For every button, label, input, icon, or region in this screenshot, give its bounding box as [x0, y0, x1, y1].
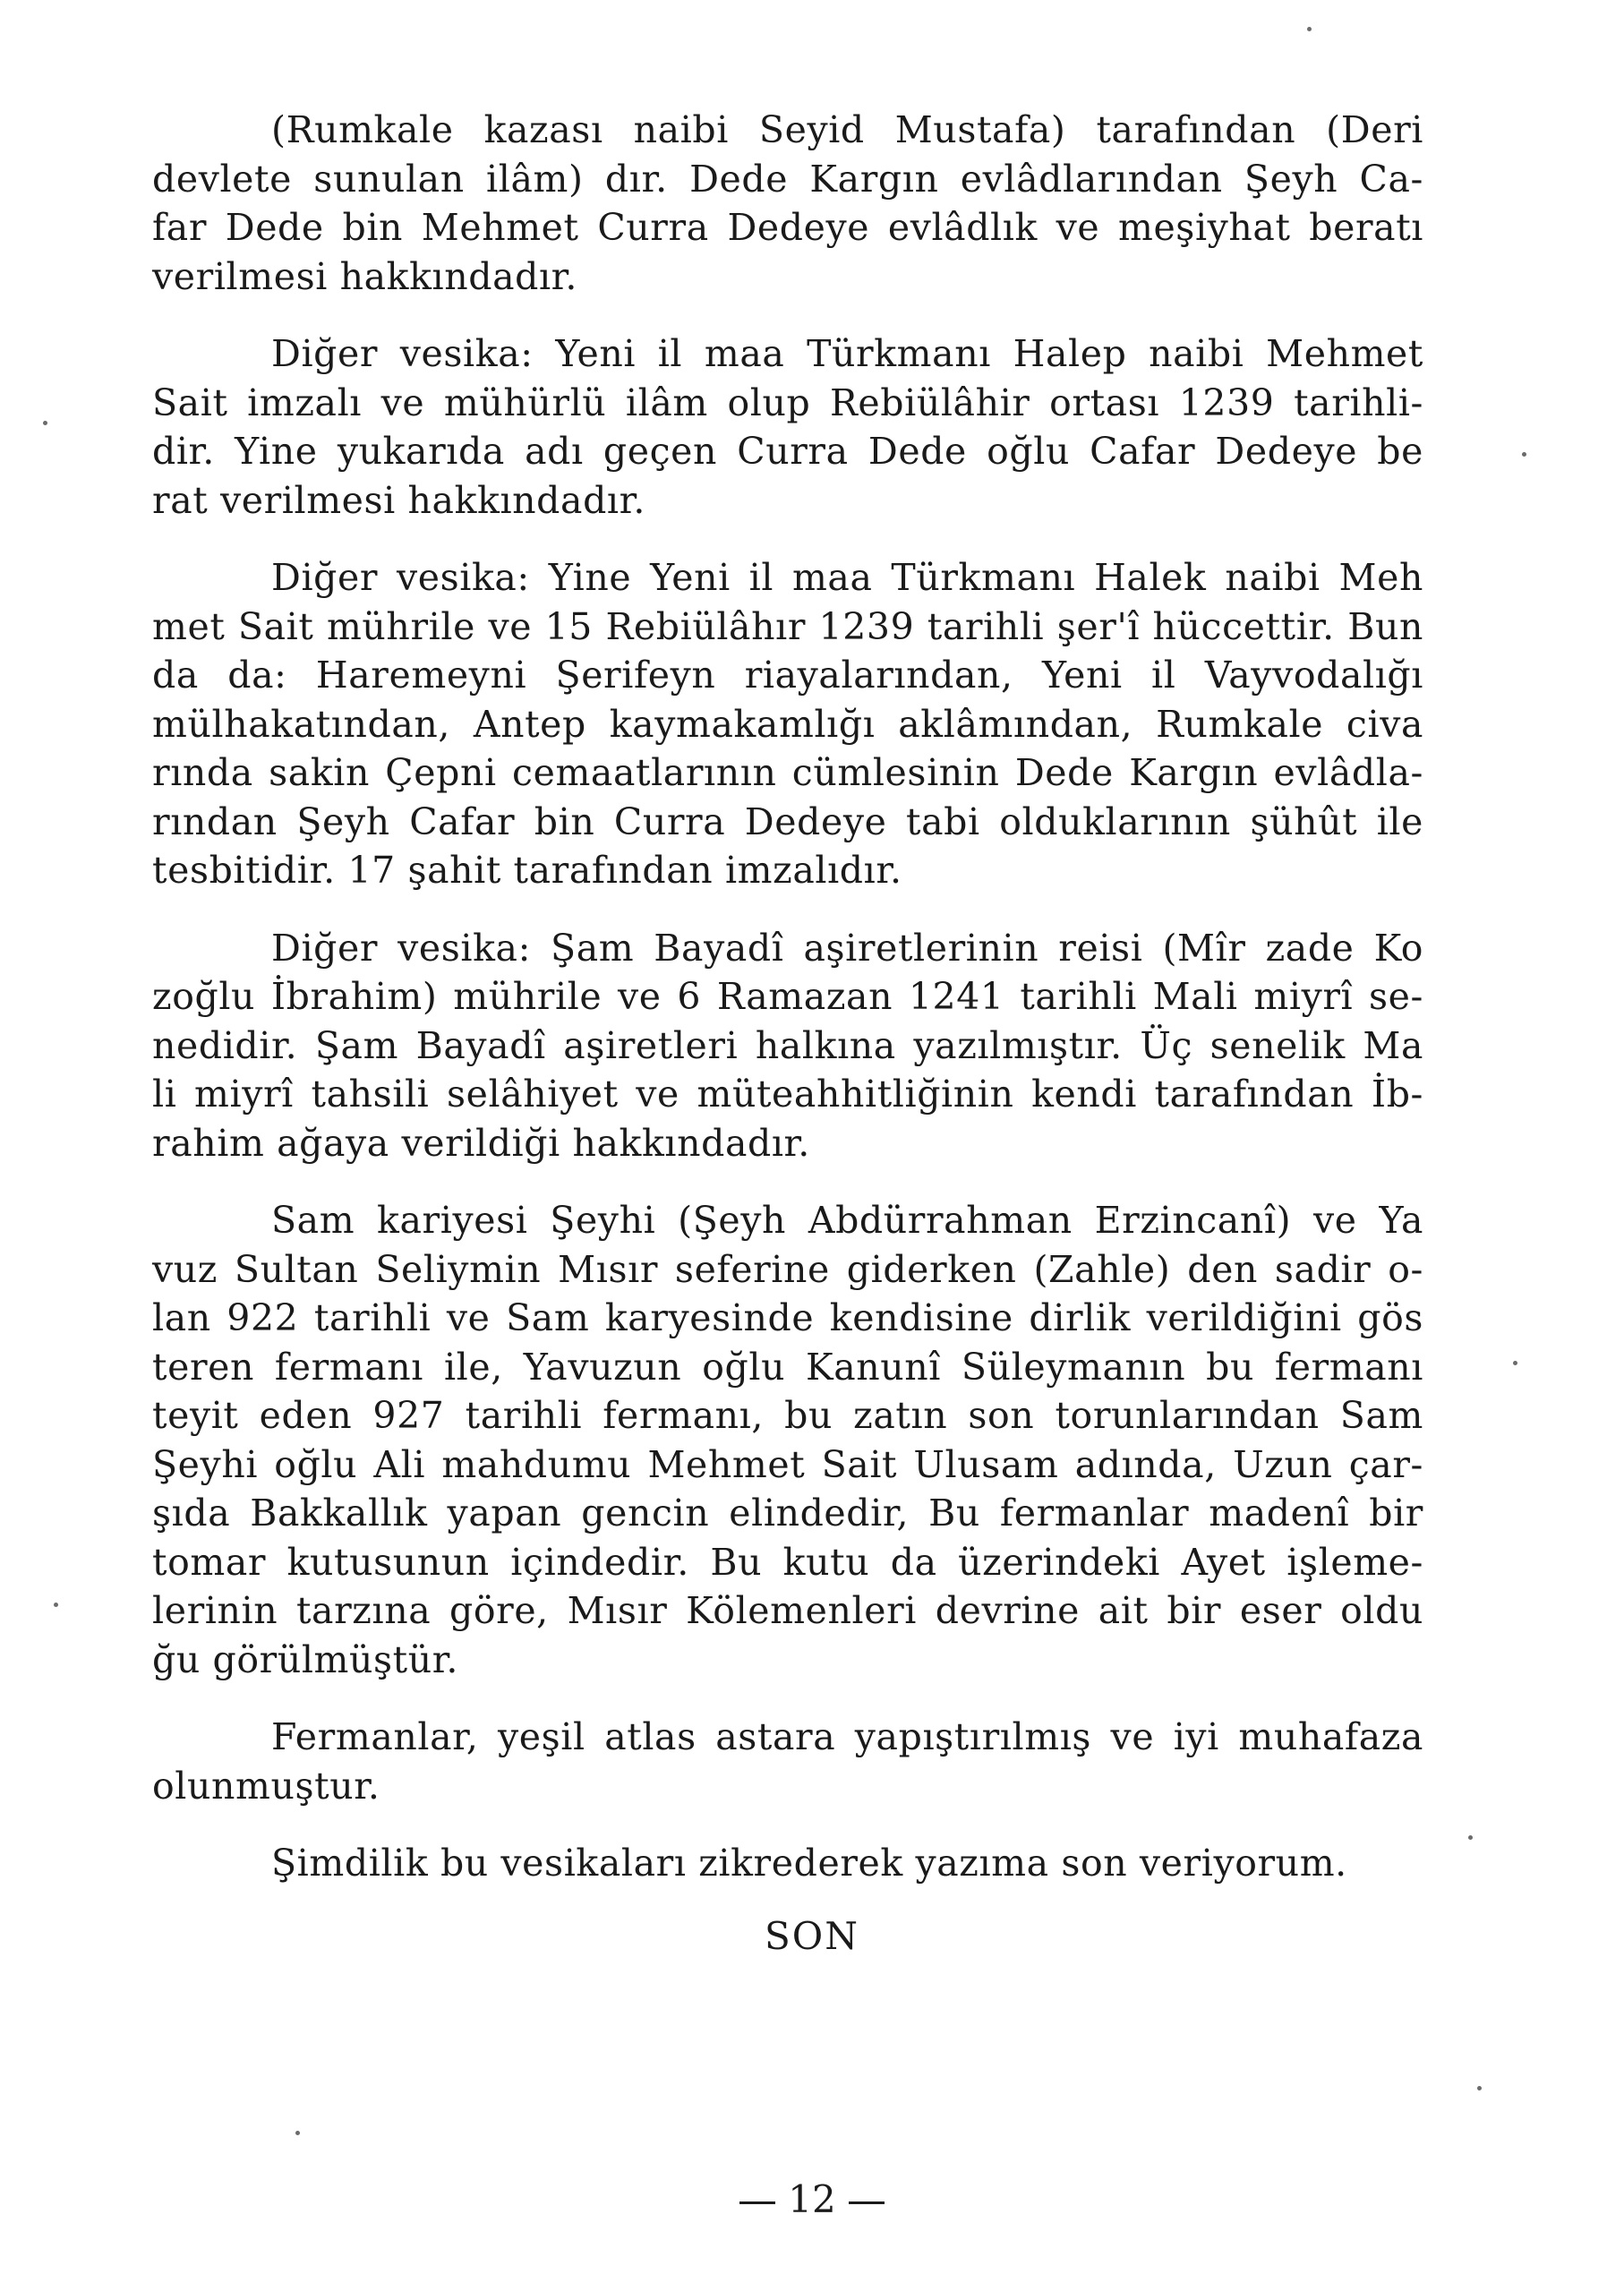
paragraph: [152, 1839, 1423, 1888]
document-body: [152, 106, 1423, 1888]
text-line: verilmesi hakkındadır.: [152, 254, 578, 298]
scan-speck: [1522, 452, 1526, 457]
text-line: ğu görülmüştür.: [152, 1637, 459, 1681]
dash-left: [739, 2201, 775, 2204]
text-line: rahim ağaya verildiği hakkındadır.: [152, 1121, 810, 1165]
scan-speck: [1307, 27, 1312, 31]
scan-speck: [1468, 1835, 1473, 1840]
paragraph: [152, 553, 1423, 895]
text-line: Sam kariyesi Şeyhi (Şeyh Abdürrahman Erzincanî) ve Ya: [271, 1199, 1423, 1242]
text-line: şıda Bakkallık yapan gencin elindedir, Bu fermanlar madenî bir: [152, 1492, 1423, 1535]
scan-speck: [43, 421, 47, 425]
text-line: dir. Yine yukarıda adı geçen Curra Dede oğlu Cafar Dedeye be: [152, 430, 1423, 473]
text-line: mülhakatından, Antep kaymakamlığı aklâmından, Rumkale civa: [152, 702, 1423, 746]
scan-speck: [1513, 1361, 1517, 1365]
page-number: 12: [788, 2177, 836, 2221]
text-line: Diğer vesika: Yeni il maa Türkmanı Halep naibi Mehmet: [271, 332, 1423, 375]
page-number-footer: [0, 2177, 1624, 2221]
text-line: da da: Haremeyni Şerifeyn riayalarından, Yeni il Vayvodalığı: [152, 654, 1423, 697]
text-line: zoğlu İbrahim) mührile ve 6 Ramazan 1241 tarihli Mali miyrî se-: [152, 975, 1423, 1018]
text-line: olunmuştur.: [152, 1764, 380, 1808]
text-line: li miyrî tahsili selâhiyet ve müteahhitliğinin kendi tarafından İb-: [152, 1073, 1423, 1116]
end-word: SON: [765, 1914, 859, 1958]
text-line: lan 922 tarihli ve Sam karyesinde kendisine dirlik verildiğini gös: [152, 1296, 1423, 1339]
paragraph: [152, 329, 1423, 525]
text-line: nedidir. Şam Bayadî aşiretleri halkına yazılmıştır. Üç senelik Ma: [152, 1023, 1423, 1067]
text-line: met Sait mührile ve 15 Rebiülâhır 1239 tarihli şer'î hüccettir. Bun: [152, 604, 1423, 648]
text-line: Şeyhi oğlu Ali mahdumu Mehmet Sait Ulusam adında, Uzun çar-: [152, 1442, 1423, 1486]
text-line: devlete sunulan ilâm) dır. Dede Kargın evlâdlarından Şeyh Ca-: [152, 157, 1423, 201]
text-line: teren fermanı ile, Yavuzun oğlu Kanunî Süleymanın bu fermanı: [152, 1345, 1423, 1389]
text-line: tesbitidir. 17 şahit tarafından imzalıdır.: [152, 849, 902, 892]
text-line: Sait imzalı ve mühürlü ilâm olup Rebiülâhir ortası 1239 tarihli-: [152, 380, 1423, 424]
text-line: far Dede bin Mehmet Curra Dedeye evlâdlık ve meşiyhat beratı: [152, 206, 1423, 249]
paragraph: [152, 1713, 1423, 1810]
scan-speck: [1477, 2086, 1482, 2090]
scan-speck: [295, 2131, 300, 2135]
dash-right: [849, 2201, 885, 2204]
text-line: lerinin tarzına göre, Mısır Kölemenleri devrine ait bir eser oldu: [152, 1589, 1423, 1632]
text-line: rında sakin Çepni cemaatlarının cümlesinin Dede Kargın evlâdla-: [152, 751, 1423, 794]
text-line: Fermanlar, yeşil atlas astara yapıştırılmış ve iyi muhafaza: [271, 1715, 1423, 1758]
text-line: Diğer vesika: Şam Bayadî aşiretlerinin reisi (Mîr zade Ko: [271, 926, 1423, 970]
text-line: rat verilmesi hakkındadır.: [152, 478, 645, 522]
paragraph: [152, 1196, 1423, 1684]
scan-speck: [54, 1603, 58, 1607]
text-line: tomar kutusunun içindedir. Bu kutu da üzerindeki Ayet işleme-: [152, 1540, 1423, 1584]
text-line: Şimdilik bu vesikaları zikrederek yazıma son veriyorum.: [271, 1842, 1347, 1885]
paragraph: [152, 106, 1423, 301]
text-line: (Rumkale kazası naibi Seyid Mustafa) tarafından (Deri: [271, 108, 1423, 151]
paragraph: [152, 924, 1423, 1168]
text-line: rından Şeyh Cafar bin Curra Dedeye tabi olduklarının şühût ile: [152, 799, 1423, 843]
text-line: vuz Sultan Seliymin Mısır seferine giderken (Zahle) den sadir o-: [152, 1247, 1423, 1291]
text-line: teyit eden 927 tarihli fermanı, bu zatın son torunlarından Sam: [152, 1394, 1423, 1437]
text-line: Diğer vesika: Yine Yeni il maa Türkmanı Halek naibi Meh: [271, 556, 1423, 599]
